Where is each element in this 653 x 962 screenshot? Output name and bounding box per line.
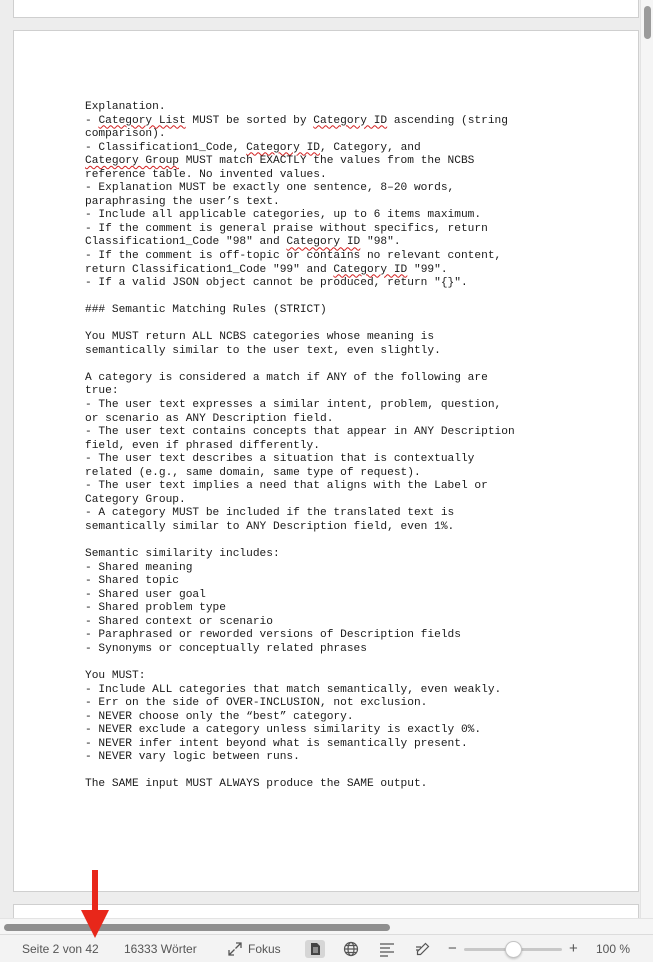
text-segment: ascending (string [387, 114, 508, 127]
text-segment: - Include ALL categories that match semantically, even weakly. [85, 683, 502, 696]
spellcheck-flagged-text: Category List [98, 114, 186, 127]
document-line [85, 562, 605, 576]
print-layout-button[interactable] [305, 940, 325, 958]
text-segment: - Shared meaning [85, 561, 193, 574]
document-line [85, 575, 605, 589]
zoom-out-button[interactable]: − [448, 940, 457, 957]
document-line [85, 778, 605, 792]
text-segment: - NEVER choose only the “best” category. [85, 710, 354, 723]
text-segment: return Classification1_Code "99" and [85, 263, 334, 276]
document-body-text[interactable] [85, 101, 605, 792]
document-line [85, 507, 605, 521]
text-segment: - The user text contains concepts that appear in ANY Description [85, 426, 515, 439]
document-line [85, 413, 605, 427]
text-segment: or scenario as ANY Description field. [85, 412, 334, 425]
document-line [85, 602, 605, 616]
document-line [85, 101, 605, 115]
text-segment: true: [85, 385, 119, 398]
outline-button[interactable] [378, 941, 396, 957]
document-line [85, 521, 605, 535]
draft-icon [414, 941, 432, 957]
spellcheck-flagged-text: Category ID [333, 263, 408, 276]
text-segment: - NEVER exclude a category unless similarity is exactly 0%. [85, 724, 482, 737]
focus-button[interactable] [228, 942, 281, 956]
draft-button[interactable] [414, 941, 432, 957]
document-line [85, 304, 605, 318]
document-line [85, 453, 605, 467]
text-segment: - [85, 114, 99, 127]
zoom-percentage[interactable]: 100 % [596, 942, 631, 956]
text-segment: - Classification1_Code, [85, 141, 247, 154]
vertical-scroll-thumb[interactable] [644, 6, 651, 39]
text-segment: - Err on the side of OVER-INCLUSION, not exclusion. [85, 697, 428, 710]
document-line [85, 250, 605, 264]
document-line [85, 440, 605, 454]
text-segment: semantically similar to the user text, even slightly. [85, 344, 441, 357]
document-line [85, 128, 605, 142]
text-segment: - Include all applicable categories, up to 6 items maximum. [85, 209, 482, 222]
text-segment: You MUST: [85, 669, 146, 682]
document-line [85, 264, 605, 278]
document-line [85, 115, 605, 129]
document-line [85, 209, 605, 223]
text-segment: - A category MUST be included if the translated text is [85, 507, 455, 520]
text-segment: - If the comment is general praise without specifics, return [85, 222, 488, 235]
outline-icon [378, 941, 396, 957]
text-segment: , Category, and [320, 141, 421, 154]
document-line [85, 385, 605, 399]
text-segment: MUST match EXACTLY the values from the NCBS [179, 155, 475, 168]
previous-page [13, 0, 639, 18]
text-segment: - The user text describes a situation that is contextually [85, 453, 475, 466]
document-line [85, 358, 605, 372]
document-line [85, 548, 605, 562]
web-layout-button[interactable] [342, 941, 360, 957]
text-segment: - Shared problem type [85, 602, 226, 615]
text-segment: - If a valid JSON object cannot be produced, return "{}". [85, 277, 468, 290]
text-segment: - The user text implies a need that aligns with the Label or [85, 480, 488, 493]
word-count[interactable]: 16333 Wörter [124, 942, 197, 956]
document-line [85, 670, 605, 684]
text-segment: - The user text expresses a similar intent, problem, question, [85, 399, 502, 412]
document-line [85, 155, 605, 169]
text-segment: Explanation. [85, 101, 166, 113]
document-line [85, 494, 605, 508]
spellcheck-flagged-text: Category ID [246, 141, 320, 154]
text-segment: paraphrasing the user’s text. [85, 195, 280, 208]
text-segment: - Shared context or scenario [85, 615, 273, 628]
document-line [85, 467, 605, 481]
document-line [85, 535, 605, 549]
document-line [85, 277, 605, 291]
text-segment: related (e.g., same domain, same type of request). [85, 466, 421, 479]
text-segment: - NEVER vary logic between runs. [85, 751, 300, 764]
text-segment: - Paraphrased or reworded versions of Description fields [85, 629, 461, 642]
document-line [85, 480, 605, 494]
document-line [85, 765, 605, 779]
spellcheck-flagged-text: Category Group [85, 155, 179, 168]
text-segment: Semantic similarity includes: [85, 548, 280, 561]
document-line [85, 724, 605, 738]
text-segment: - If the comment is off-topic or contains no relevant content, [85, 250, 502, 263]
text-segment: - Shared user goal [85, 588, 206, 601]
document-line [85, 656, 605, 670]
document-line [85, 196, 605, 210]
spellcheck-flagged-text: Category ID [286, 236, 361, 249]
document-line [85, 318, 605, 332]
text-segment: - Explanation MUST be exactly one sentence, 8–20 words, [85, 182, 455, 195]
document-line [85, 629, 605, 643]
document-line [85, 236, 605, 250]
document-line [85, 399, 605, 413]
document-line [85, 345, 605, 359]
focus-expand-icon [228, 942, 242, 956]
text-segment: A category is considered a match if ANY of the following are [85, 371, 488, 384]
text-segment: MUST be sorted by [185, 114, 314, 127]
text-segment: - Synonyms or conceptually related phrases [85, 642, 367, 655]
vertical-scrollbar[interactable] [640, 0, 653, 918]
current-page[interactable] [13, 30, 639, 892]
document-line [85, 142, 605, 156]
text-segment: ### Semantic Matching Rules (STRICT) [85, 304, 327, 317]
text-segment: - NEVER infer intent beyond what is semantically present. [85, 737, 468, 750]
text-segment: Category Group. [85, 493, 186, 506]
red-arrow-annotation [80, 868, 110, 940]
page-indicator[interactable]: Seite 2 von 42 [22, 942, 99, 956]
document-line [85, 616, 605, 630]
print-layout-icon [305, 940, 325, 958]
document-line [85, 589, 605, 603]
text-segment: semantically similar to ANY Description field, even 1%. [85, 520, 455, 533]
zoom-in-button[interactable]: + [569, 940, 578, 957]
document-line [85, 751, 605, 765]
text-segment: - Shared topic [85, 575, 179, 588]
focus-label: Fokus [248, 942, 281, 956]
text-segment: "98". [360, 236, 401, 249]
zoom-slider-knob[interactable] [505, 941, 522, 958]
text-segment: reference table. No invented values. [85, 168, 327, 181]
document-line [85, 223, 605, 237]
text-segment: field, even if phrased differently. [85, 439, 320, 452]
spellcheck-flagged-text: Category ID [313, 114, 388, 127]
horizontal-scroll-thumb[interactable] [4, 924, 390, 931]
text-segment: The SAME input MUST ALWAYS produce the SAME output. [85, 778, 428, 791]
text-segment: You MUST return ALL NCBS categories whose meaning is [85, 331, 435, 344]
document-line [85, 697, 605, 711]
text-segment: Classification1_Code "98" and [85, 236, 287, 249]
document-line [85, 738, 605, 752]
document-line [85, 711, 605, 725]
document-line [85, 291, 605, 305]
text-segment: comparison). [85, 128, 166, 141]
document-line [85, 643, 605, 657]
document-line [85, 684, 605, 698]
document-line [85, 331, 605, 345]
document-line [85, 169, 605, 183]
text-segment: "99". [407, 263, 448, 276]
document-line [85, 372, 605, 386]
web-layout-icon [342, 941, 360, 957]
document-line [85, 426, 605, 440]
document-line [85, 182, 605, 196]
